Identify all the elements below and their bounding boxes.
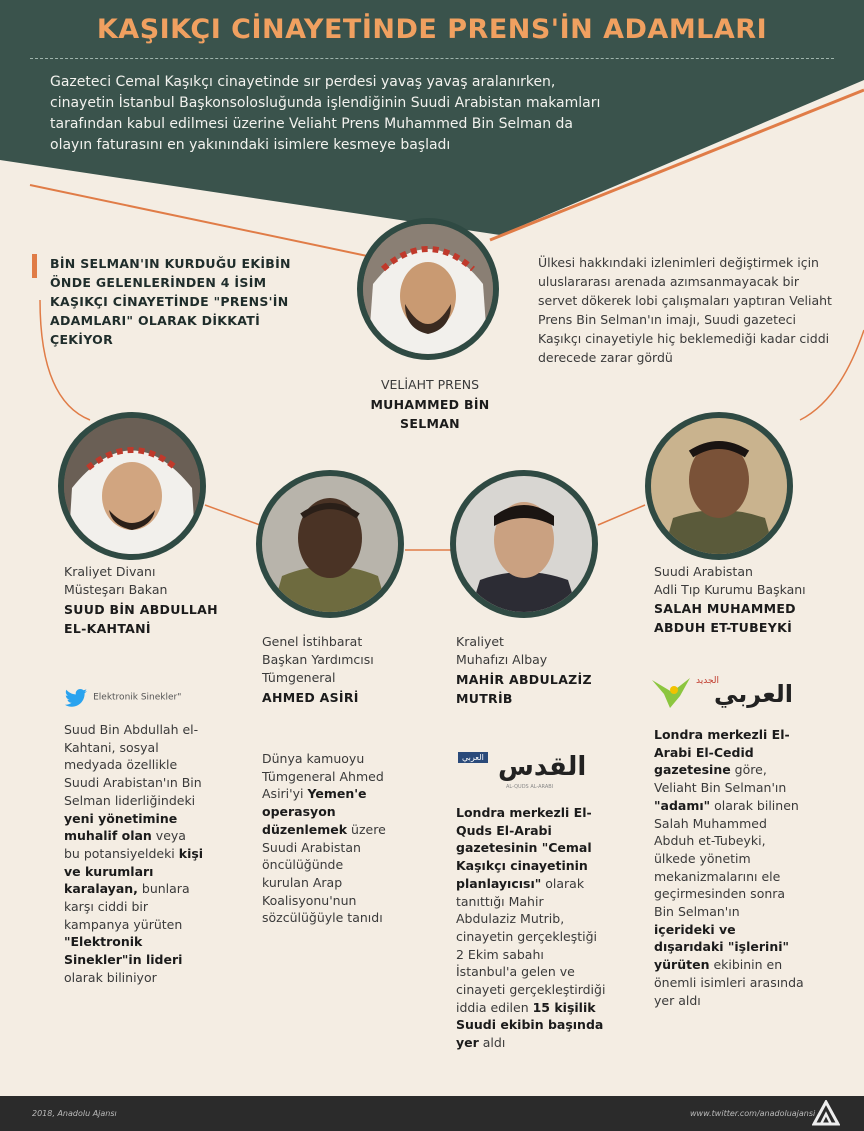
tubeyki-portrait xyxy=(645,412,793,560)
mbs-description: Ülkesi hakkındaki izlenimleri değiştirmek için uluslararası arenada azımsanmayacak bir servet dökerek lobi çalışmaları yaptıran Veliaht Prens Bin Selman'ın imajı, Suudi gazeteci Kaşıkçı cinayetiyle hiç beklemediği kadar ciddi derecede zarar gördü xyxy=(538,255,832,365)
page-title: KAŞIKÇI CİNAYETİNDE PRENS'İN ADAMLARI xyxy=(96,14,768,45)
mbs-portrait xyxy=(357,218,499,360)
kahtani-body: Suud Bin Abdullah el-Kahtani, sosyal medyada özellikle Suudi Arabistan'ın Bin Selman liderliğindeki yeni yönetimine muhalif olan veya bu potansiyeldeki kişi ve kurumları karalayan, bunlara karşı ciddi bir kampanya yürüten "Elektronik Sinekler"in lideri olarak biliniyor xyxy=(64,722,204,985)
footer-twitter-link[interactable]: www.twitter.com/anadoluajansi xyxy=(690,1109,816,1118)
mutrib-name: MAHİR ABDULAZİZ MUTRİB xyxy=(456,672,592,706)
kahtani-role: Kraliyet Divanı Müsteşarı Bakan xyxy=(64,564,168,597)
twitter-source: Elektronik Sinekler" xyxy=(64,687,234,707)
kahtani-portrait xyxy=(58,412,206,560)
tubeyki-name: SALAH MUHAMMED ABDUH ET-TUBEYKİ xyxy=(654,601,796,635)
asiri-name: AHMED ASİRİ xyxy=(262,690,359,705)
alquds-logo: العربي القدس AL-QUDS AL-ARABI xyxy=(458,752,588,792)
asiri-portrait xyxy=(256,470,404,618)
mutrib-portrait xyxy=(450,470,598,618)
mutrib-body: Londra merkezli El-Quds El-Arabi gazetesinin "Cemal Kaşıkçı cinayetinin planlayıcısı" olarak tanıttığı Mahir Abdulaziz Mutrib, cinayetin gerçekleştiği 2 Ekim sabahı İstanbul'a gelen ve cinayeti gerçekleştirdiği iddia edilen 15 kişilik Suudi ekibin başında yer aldı xyxy=(456,805,606,1051)
tubeyki-body: Londra merkezli El-Arabi El-Cedid gazetesine göre, Veliaht Bin Selman'ın "adamı" olarak bilinen Salah Muhammed Abduh et-Tubeyki, ülkede yönetim mekanizmalarını ele geçirmesinden sonra Bin Selman'ın içerideki ve dışarıdaki "işlerini" yürüten ekibinin en önemli isimleri arasında yer aldı xyxy=(654,727,804,1008)
kahtani-name: SUUD BİN ABDULLAH EL-KAHTANİ xyxy=(64,602,218,636)
alarabi-logo: الجديد العربي xyxy=(650,676,800,716)
tubeyki-role: Suudi Arabistan Adli Tıp Kurumu Başkanı xyxy=(654,564,806,597)
callout-accent-bar xyxy=(32,254,37,278)
mbs-role: VELİAHT PRENS xyxy=(380,377,480,392)
asiri-body: Dünya kamuoyu Tümgeneral Ahmed Asiri'yi Yemen'e operasyon düzenlemek üzere Suudi Arabistan öncülüğünde kurulan Arap Koalisyonu'nun sözcülüğüyle tanıdı xyxy=(262,751,386,926)
mutrib-role: Kraliyet Muhafızı Albay xyxy=(456,634,548,667)
asiri-role: Genel İstihbarat Başkan Yardımcısı Tümgeneral xyxy=(262,634,374,685)
intro-text: Gazeteci Cemal Kaşıkçı cinayetinde sır perdesi yavaş yavaş aralanırken, cinayetin İstanbul Başkonsolosluğunda işlendiğinin Suudi Arabistan makamları tarafından kabul edilmesi üzerine Veliaht Prens Muhammed Bin Selman da olayın faturasını en yakınındaki isimlere kesmeye başladı xyxy=(50,74,601,153)
mbs-name: MUHAMMED BİN SELMAN xyxy=(370,397,490,431)
twitter-icon xyxy=(64,689,88,707)
footer-copyright: 2018, Anadolu Ajansı xyxy=(32,1109,117,1118)
callout-text: BİN SELMAN'IN KURDUĞU EKİBİN ÖNDE GELENLERİNDEN 4 İSİM KAŞIKÇI CİNAYETİNDE "PRENS'İN ADAMLARI" OLARAK DİKKATİ ÇEKİYOR xyxy=(50,256,291,347)
bird-icon xyxy=(650,676,692,714)
aa-logo-icon xyxy=(812,1100,840,1126)
